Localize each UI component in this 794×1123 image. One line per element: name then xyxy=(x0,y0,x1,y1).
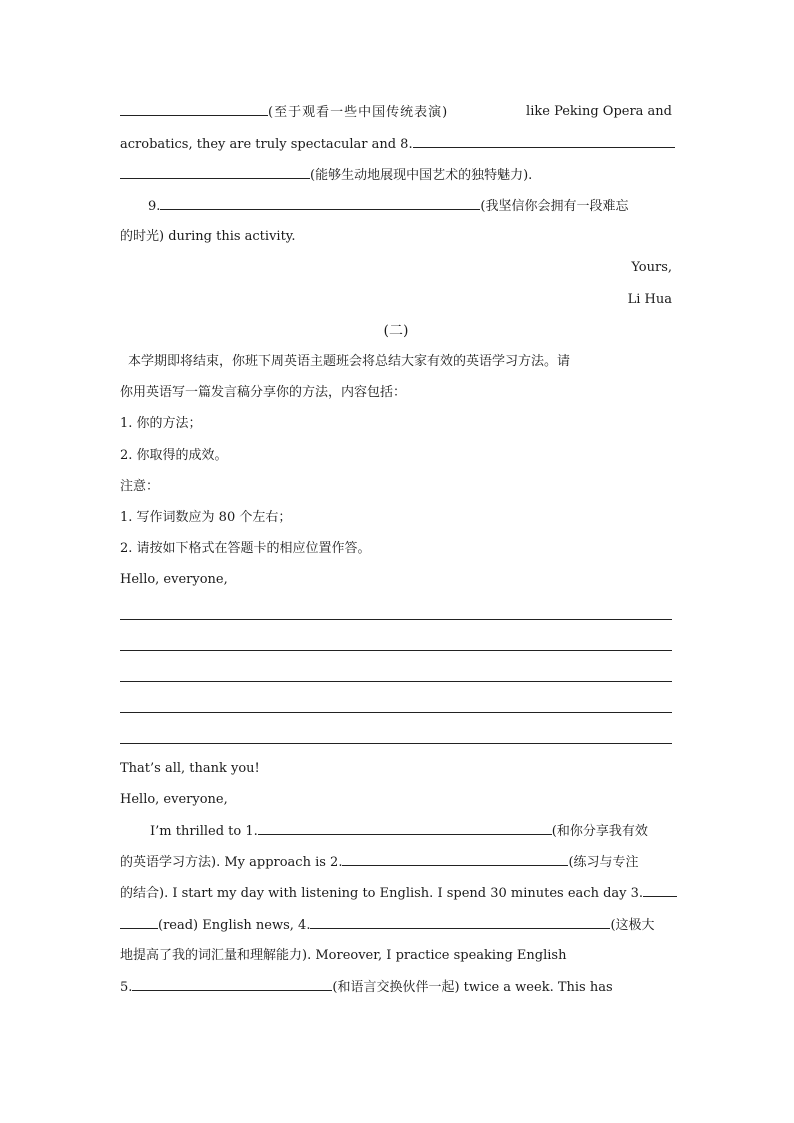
instruction-text: 本学期即将结束，你班下周英语主题班会将总结大家有效的英语学习方法。请 xyxy=(128,354,571,369)
text-fragment: I’m thrilled to 1. xyxy=(150,824,258,839)
text-line xyxy=(120,226,672,248)
writing-line[interactable] xyxy=(120,681,672,682)
speech-greeting: Hello, everyone, xyxy=(120,792,228,807)
instruction-line xyxy=(120,382,672,404)
instruction-line xyxy=(120,538,672,560)
text-fragment: 地提高了我的词汇量和理解能力). Moreover, I practice speaking English xyxy=(120,948,567,963)
letter-closing: Yours, xyxy=(631,260,672,275)
speech-ending: That’s all, thank you! xyxy=(120,761,260,776)
instruction-item: 2. 你取得的成效。 xyxy=(120,448,228,463)
text-fragment: 的英语学习方法). My approach is 2. xyxy=(120,855,343,870)
item-number: 9. xyxy=(148,199,161,214)
writing-line[interactable] xyxy=(120,743,672,744)
text-fragment: acrobatics, they are truly spectacular and 8. xyxy=(120,137,413,152)
answer-blank[interactable] xyxy=(310,914,610,929)
section-number: (二) xyxy=(383,323,409,339)
closing-line xyxy=(120,257,672,279)
answer-blank[interactable] xyxy=(120,164,310,179)
instruction-item: 1. 你的方法； xyxy=(120,416,202,431)
letter-signature: Li Hua xyxy=(627,292,672,307)
writing-line[interactable] xyxy=(120,619,672,620)
note-item: 2. 请按如下格式在答题卡的相应位置作答。 xyxy=(120,541,371,556)
greeting-line xyxy=(120,569,672,591)
instruction-line xyxy=(120,445,672,467)
prompt-text: (能够生动地展现中国艺术的独特魅力). xyxy=(310,168,533,183)
writing-line[interactable] xyxy=(120,712,672,713)
prompt-text: (至于观看一些中国传统表演) xyxy=(268,105,449,120)
note-label: 注意： xyxy=(120,479,160,494)
text-line xyxy=(120,882,672,904)
answer-blank[interactable] xyxy=(160,195,480,210)
text-line xyxy=(120,164,672,186)
text-fragment: like Peking Opera and xyxy=(526,104,672,119)
text-line xyxy=(120,101,672,123)
answer-blank[interactable] xyxy=(342,851,568,866)
text-fragment: (read) English news, 4. xyxy=(158,918,311,933)
prompt-text: (和你分享我有效 xyxy=(551,824,648,839)
text-line xyxy=(120,195,672,217)
prompt-text: (练习与专注 xyxy=(568,855,639,870)
prompt-text: (和语言交换伙伴一起) twice a week. This has xyxy=(332,980,613,995)
instruction-line xyxy=(120,351,672,373)
answer-blank[interactable] xyxy=(258,820,552,835)
note-item: 1. 写作词数应为 80 个左右； xyxy=(120,510,292,525)
instruction-line xyxy=(120,476,672,498)
answer-blank[interactable] xyxy=(413,133,675,148)
text-line xyxy=(120,914,672,936)
text-line xyxy=(120,820,672,842)
answer-blank[interactable] xyxy=(120,101,268,116)
prompt-text: (这极大 xyxy=(610,918,655,933)
text-line xyxy=(120,976,672,998)
prompt-text: (我坚信你会拥有一段难忘 xyxy=(480,199,629,214)
text-fragment: 的时光) during this activity. xyxy=(120,229,296,244)
instruction-line xyxy=(120,413,672,435)
greeting-line xyxy=(120,789,672,811)
ending-line xyxy=(120,758,672,780)
instruction-line xyxy=(120,507,672,529)
answer-blank[interactable] xyxy=(643,882,677,897)
text-fragment: 的结合). I start my day with listening to English. I spend 30 minutes each day 3. xyxy=(120,886,644,901)
text-line xyxy=(120,851,672,873)
instruction-text: 你用英语写一篇发言稿分享你的方法，内容包括： xyxy=(120,385,407,400)
writing-line[interactable] xyxy=(120,650,672,651)
speech-greeting: Hello, everyone, xyxy=(120,572,228,587)
text-line xyxy=(120,945,672,967)
section-heading xyxy=(120,320,672,342)
item-number: 5. xyxy=(120,980,133,995)
answer-blank[interactable] xyxy=(120,914,158,929)
text-line xyxy=(120,133,672,155)
answer-blank[interactable] xyxy=(132,976,332,991)
signature-line xyxy=(120,289,672,311)
